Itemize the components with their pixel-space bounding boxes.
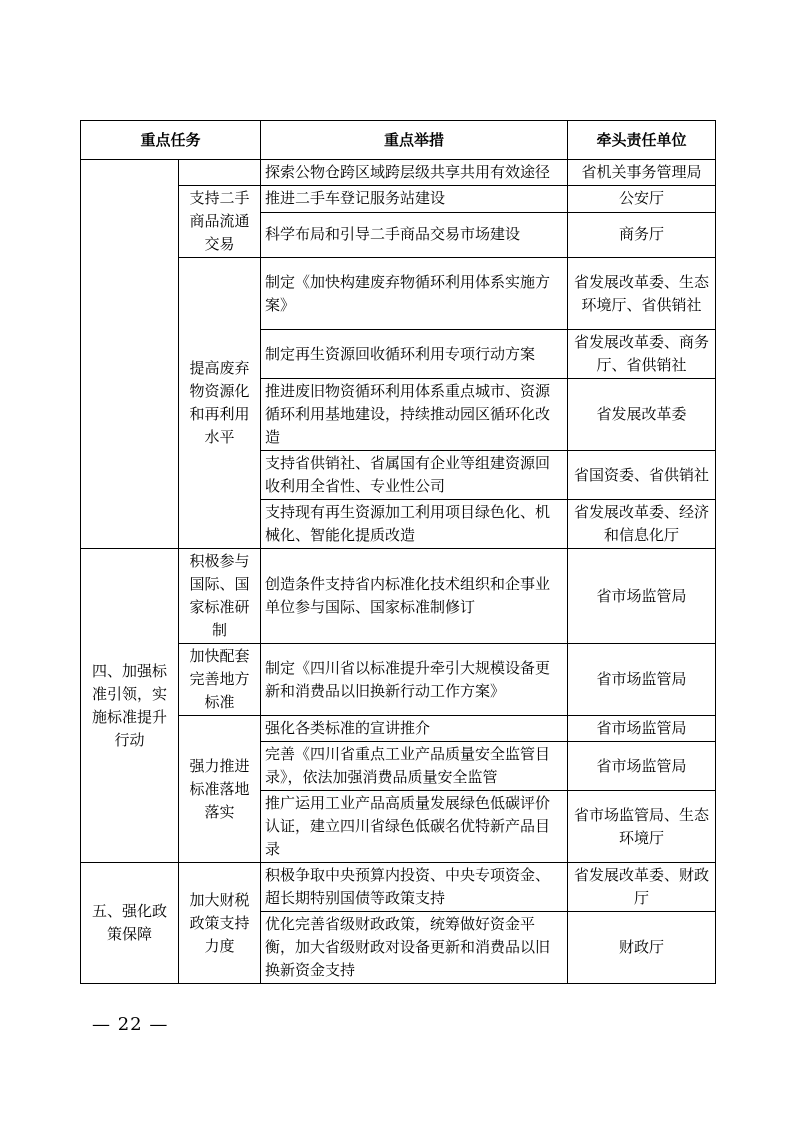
measure-cell: 制定《四川省以标准提升牵引大规模设备更新和消费品以旧换新行动工作方案》	[261, 644, 568, 716]
measure-cell: 支持省供销社、省属国有企业等组建资源回收利用全省性、专业性公司	[261, 451, 568, 500]
task-cell-continued	[81, 160, 179, 549]
header-key-measure: 重点举措	[261, 121, 568, 160]
measure-cell: 完善《四川省重点工业产品质量安全监管目录》，依法加强消费品质量安全监管	[261, 742, 568, 791]
measure-cell: 科学布局和引导二手商品交易市场建设	[261, 212, 568, 257]
subtask-cell: 积极参与国际、国家标准研制	[179, 549, 261, 644]
unit-cell: 省发展改革委、财政厅	[568, 863, 716, 912]
unit-cell: 省发展改革委、商务厅、省供销社	[568, 330, 716, 379]
table-row	[81, 549, 716, 644]
table-row	[81, 863, 716, 912]
unit-cell: 公安厅	[568, 186, 716, 213]
unit-cell: 商务厅	[568, 212, 716, 257]
page-number: — 22 —	[92, 1014, 169, 1035]
subtask-cell: 强力推进标准落地落实	[179, 716, 261, 863]
measure-cell: 支持现有再生资源加工利用项目绿色化、机械化、智能化提质改造	[261, 500, 568, 549]
unit-cell: 省发展改革委、生态环境厅、省供销社	[568, 258, 716, 330]
unit-cell: 省机关事务管理局	[568, 160, 716, 186]
unit-cell: 省国资委、省供销社	[568, 451, 716, 500]
unit-cell: 财政厅	[568, 912, 716, 984]
unit-cell: 省市场监管局	[568, 549, 716, 644]
unit-cell: 省市场监管局	[568, 716, 716, 742]
unit-cell: 省发展改革委、经济和信息化厅	[568, 500, 716, 549]
measures-table	[80, 120, 716, 984]
subtask-cell: 提高废弃物资源化和再利用水平	[179, 258, 261, 549]
unit-cell: 省市场监管局、生态环境厅	[568, 791, 716, 863]
measure-cell: 推广运用工业产品高质量发展绿色低碳评价认证，建立四川省绿色低碳名优特新产品目录	[261, 791, 568, 863]
table-row	[81, 160, 716, 186]
measure-cell: 优化完善省级财政政策，统筹做好资金平衡，加大省级财政对设备更新和消费品以旧换新资金支持	[261, 912, 568, 984]
subtask-cell-continued	[179, 160, 261, 186]
task-cell: 五、强化政策保障	[81, 863, 179, 984]
measure-cell: 创造条件支持省内标准化技术组织和企事业单位参与国际、国家标准制修订	[261, 549, 568, 644]
unit-cell: 省发展改革委	[568, 379, 716, 451]
measure-cell: 强化各类标准的宣讲推介	[261, 716, 568, 742]
measure-cell: 制定《加快构建废弃物循环利用体系实施方案》	[261, 258, 568, 330]
measure-cell: 推进废旧物资循环利用体系重点城市、资源循环利用基地建设，持续推动园区循环化改造	[261, 379, 568, 451]
unit-cell: 省市场监管局	[568, 742, 716, 791]
unit-cell: 省市场监管局	[568, 644, 716, 716]
subtask-cell: 加大财税政策支持力度	[179, 863, 261, 984]
measure-cell: 推进二手车登记服务站建设	[261, 186, 568, 213]
subtask-cell: 加快配套完善地方标准	[179, 644, 261, 716]
table-header-row	[81, 121, 716, 160]
header-lead-unit: 牵头责任单位	[568, 121, 716, 160]
subtask-cell: 支持二手商品流通交易	[179, 186, 261, 258]
measure-cell: 制定再生资源回收循环利用专项行动方案	[261, 330, 568, 379]
task-cell: 四、加强标准引领，实施标准提升行动	[81, 549, 179, 863]
measure-cell: 探索公物仓跨区域跨层级共享共用有效途径	[261, 160, 568, 186]
measure-cell: 积极争取中央预算内投资、中央专项资金、超长期特别国债等政策支持	[261, 863, 568, 912]
header-key-task: 重点任务	[81, 121, 261, 160]
